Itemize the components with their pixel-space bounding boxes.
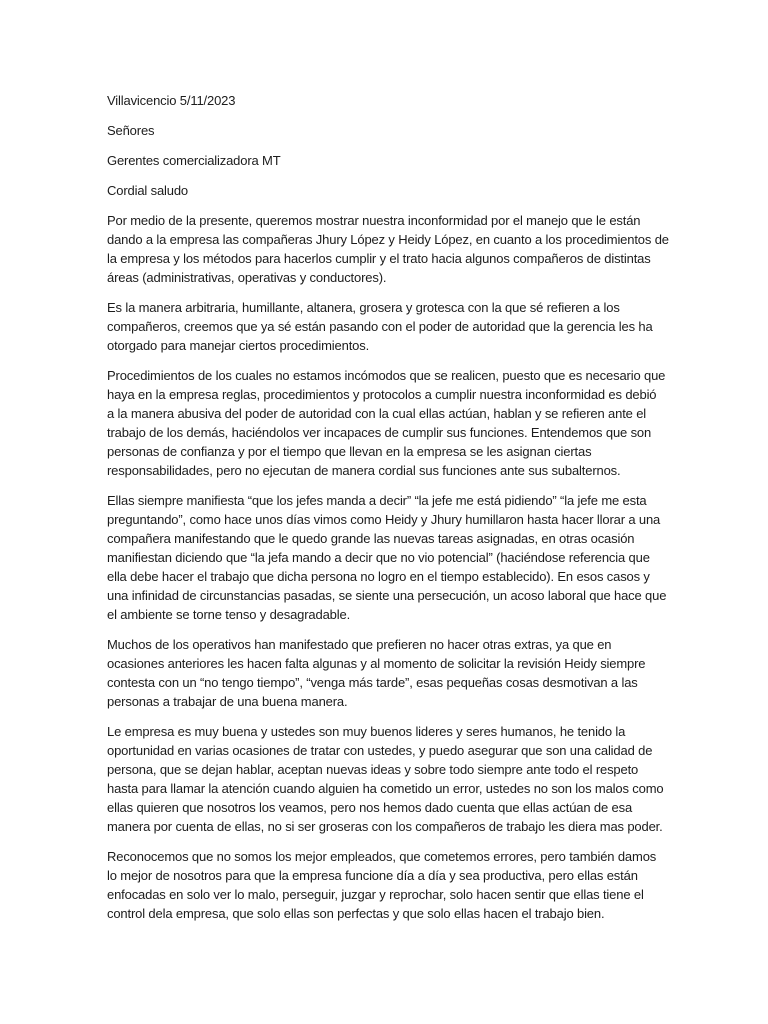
paragraph-line: persona, que se dejan hablar, aceptan nuevas ideas y sobre todo siempre ante todo el respeto [107, 762, 639, 777]
paragraph-line: compañeros, creemos que ya sé están pasando con el poder de autoridad que la gerencia les ha [107, 319, 653, 334]
paragraph-line: contesta con un “no tengo tiempo”, “venga más tarde”, esas pequeñas cosas desmotivan a las [107, 675, 638, 690]
salutation-to: Señores [107, 123, 155, 138]
paragraph [107, 298, 667, 355]
paragraph-line: manera por cuenta de ellas, no si ser groseras con los compañeros de trabajo les diera mas poder. [107, 819, 663, 834]
paragraph-line: Por medio de la presente, queremos mostrar nuestra inconformidad por el manejo que le están [107, 213, 641, 228]
paragraph-line: otorgado para manejar ciertos procedimientos. [107, 338, 370, 353]
paragraph-line: hasta para llamar la atención cuando alguien ha cometido un error, ustedes no son los malos como [107, 781, 664, 796]
paragraph-line: manifiestan diciendo que “la jefa mando a decir que no vio potencial” (haciéndose referencia que [107, 550, 650, 565]
paragraph-line: enfocadas en solo ver lo malo, perseguir, juzgar y reprochar, solo hacen sentir que ellas tiene el [107, 887, 644, 902]
paragraph-line: Reconocemos que no somos los mejor empleados, que cometemos errores, pero también damos [107, 849, 657, 864]
paragraph-line: dando a la empresa las compañeras Jhury López y Heidy López, en cuanto a los procedimientos de [107, 232, 669, 247]
paragraph-line: preguntando”, como hace unos días vimos como Heidy y Jhury humillaron hasta hacer llorar a una [107, 512, 661, 527]
paragraph-line: ellas quieren que nosotros los veamos, pero nos hemos dado cuenta que ellas actúan de esa [107, 800, 633, 815]
paragraph-line: Procedimientos de los cuales no estamos incómodos que se realicen, puesto que es necesario que [107, 368, 666, 383]
date-line: Villavicencio 5/11/2023 [107, 93, 236, 108]
paragraph-line: a la manera abusiva del poder de autoridad con la cual ellas actúan, hablan y se refieren ante el [107, 406, 647, 421]
paragraph-line: personas a trabajar de una buena manera. [107, 694, 348, 709]
paragraph-line: una infinidad de circunstancias pasadas, se siente una persecución, un acoso laboral que hace que [107, 588, 667, 603]
paragraph-line: trabajo de los demás, haciéndolos ver incapaces de cumplir sus funciones. Entendemos que son [107, 425, 652, 440]
paragraph [107, 635, 667, 711]
paragraph-line: haya en la empresa reglas, procedimientos y protocolos a cumplir nuestra inconformidad es debió [107, 387, 657, 402]
paragraph-line: oportunidad en varias ocasiones de tratar con ustedes, y puedo asegurar que son una calidad de [107, 743, 653, 758]
letter-page [107, 91, 667, 934]
letter-body [107, 211, 667, 923]
paragraph-line: personas de confianza y por el tiempo que llevan en la empresa se les asignan ciertas [107, 444, 592, 459]
paragraph-line: la empresa y los métodos para hacerlos cumplir y el trato hacia algunos compañeros de distintas [107, 251, 651, 266]
paragraph [107, 211, 667, 287]
paragraph-line: Ellas siempre manifiesta “que los jefes manda a decir” “la jefe me está pidiendo” “la jefe me esta [107, 493, 647, 508]
paragraph-line: el ambiente se torne tenso y desagradable. [107, 607, 351, 622]
paragraph-line: Le empresa es muy buena y ustedes son muy buenos lideres y seres humanos, he tenido la [107, 724, 626, 739]
paragraph-line: compañera manifestando que le quedo grande las nuevas tareas asignadas, en otras ocasión [107, 531, 635, 546]
paragraph [107, 366, 667, 480]
paragraph-line: Muchos de los operativos han manifestado que prefieren no hacer otras extras, ya que en [107, 637, 612, 652]
paragraph [107, 847, 667, 923]
paragraph-line: control dela empresa, que solo ellas son perfectas y que solo ellas hacen el trabajo bien. [107, 906, 605, 921]
paragraph-line: áreas (administrativas, operativas y conductores). [107, 270, 387, 285]
recipient: Gerentes comercializadora MT [107, 153, 281, 168]
paragraph-line: responsabilidades, pero no ejecutan de manera cordial sus funciones ante sus subalternos. [107, 463, 621, 478]
greeting: Cordial saludo [107, 183, 189, 198]
paragraph [107, 491, 667, 624]
paragraph-line: ocasiones anteriores les hacen falta algunas y al momento de solicitar la revisión Heidy siempre [107, 656, 646, 671]
paragraph [107, 722, 667, 836]
paragraph-line: lo mejor de nosotros para que la empresa funcione día a día y sea productiva, pero ellas están [107, 868, 638, 883]
paragraph-line: Es la manera arbitraria, humillante, altanera, grosera y grotesca con la que sé refieren a los [107, 300, 620, 315]
paragraph-line: ella debe hacer el trabajo que dicha persona no logro en el tiempo establecido). En esos casos y [107, 569, 650, 584]
